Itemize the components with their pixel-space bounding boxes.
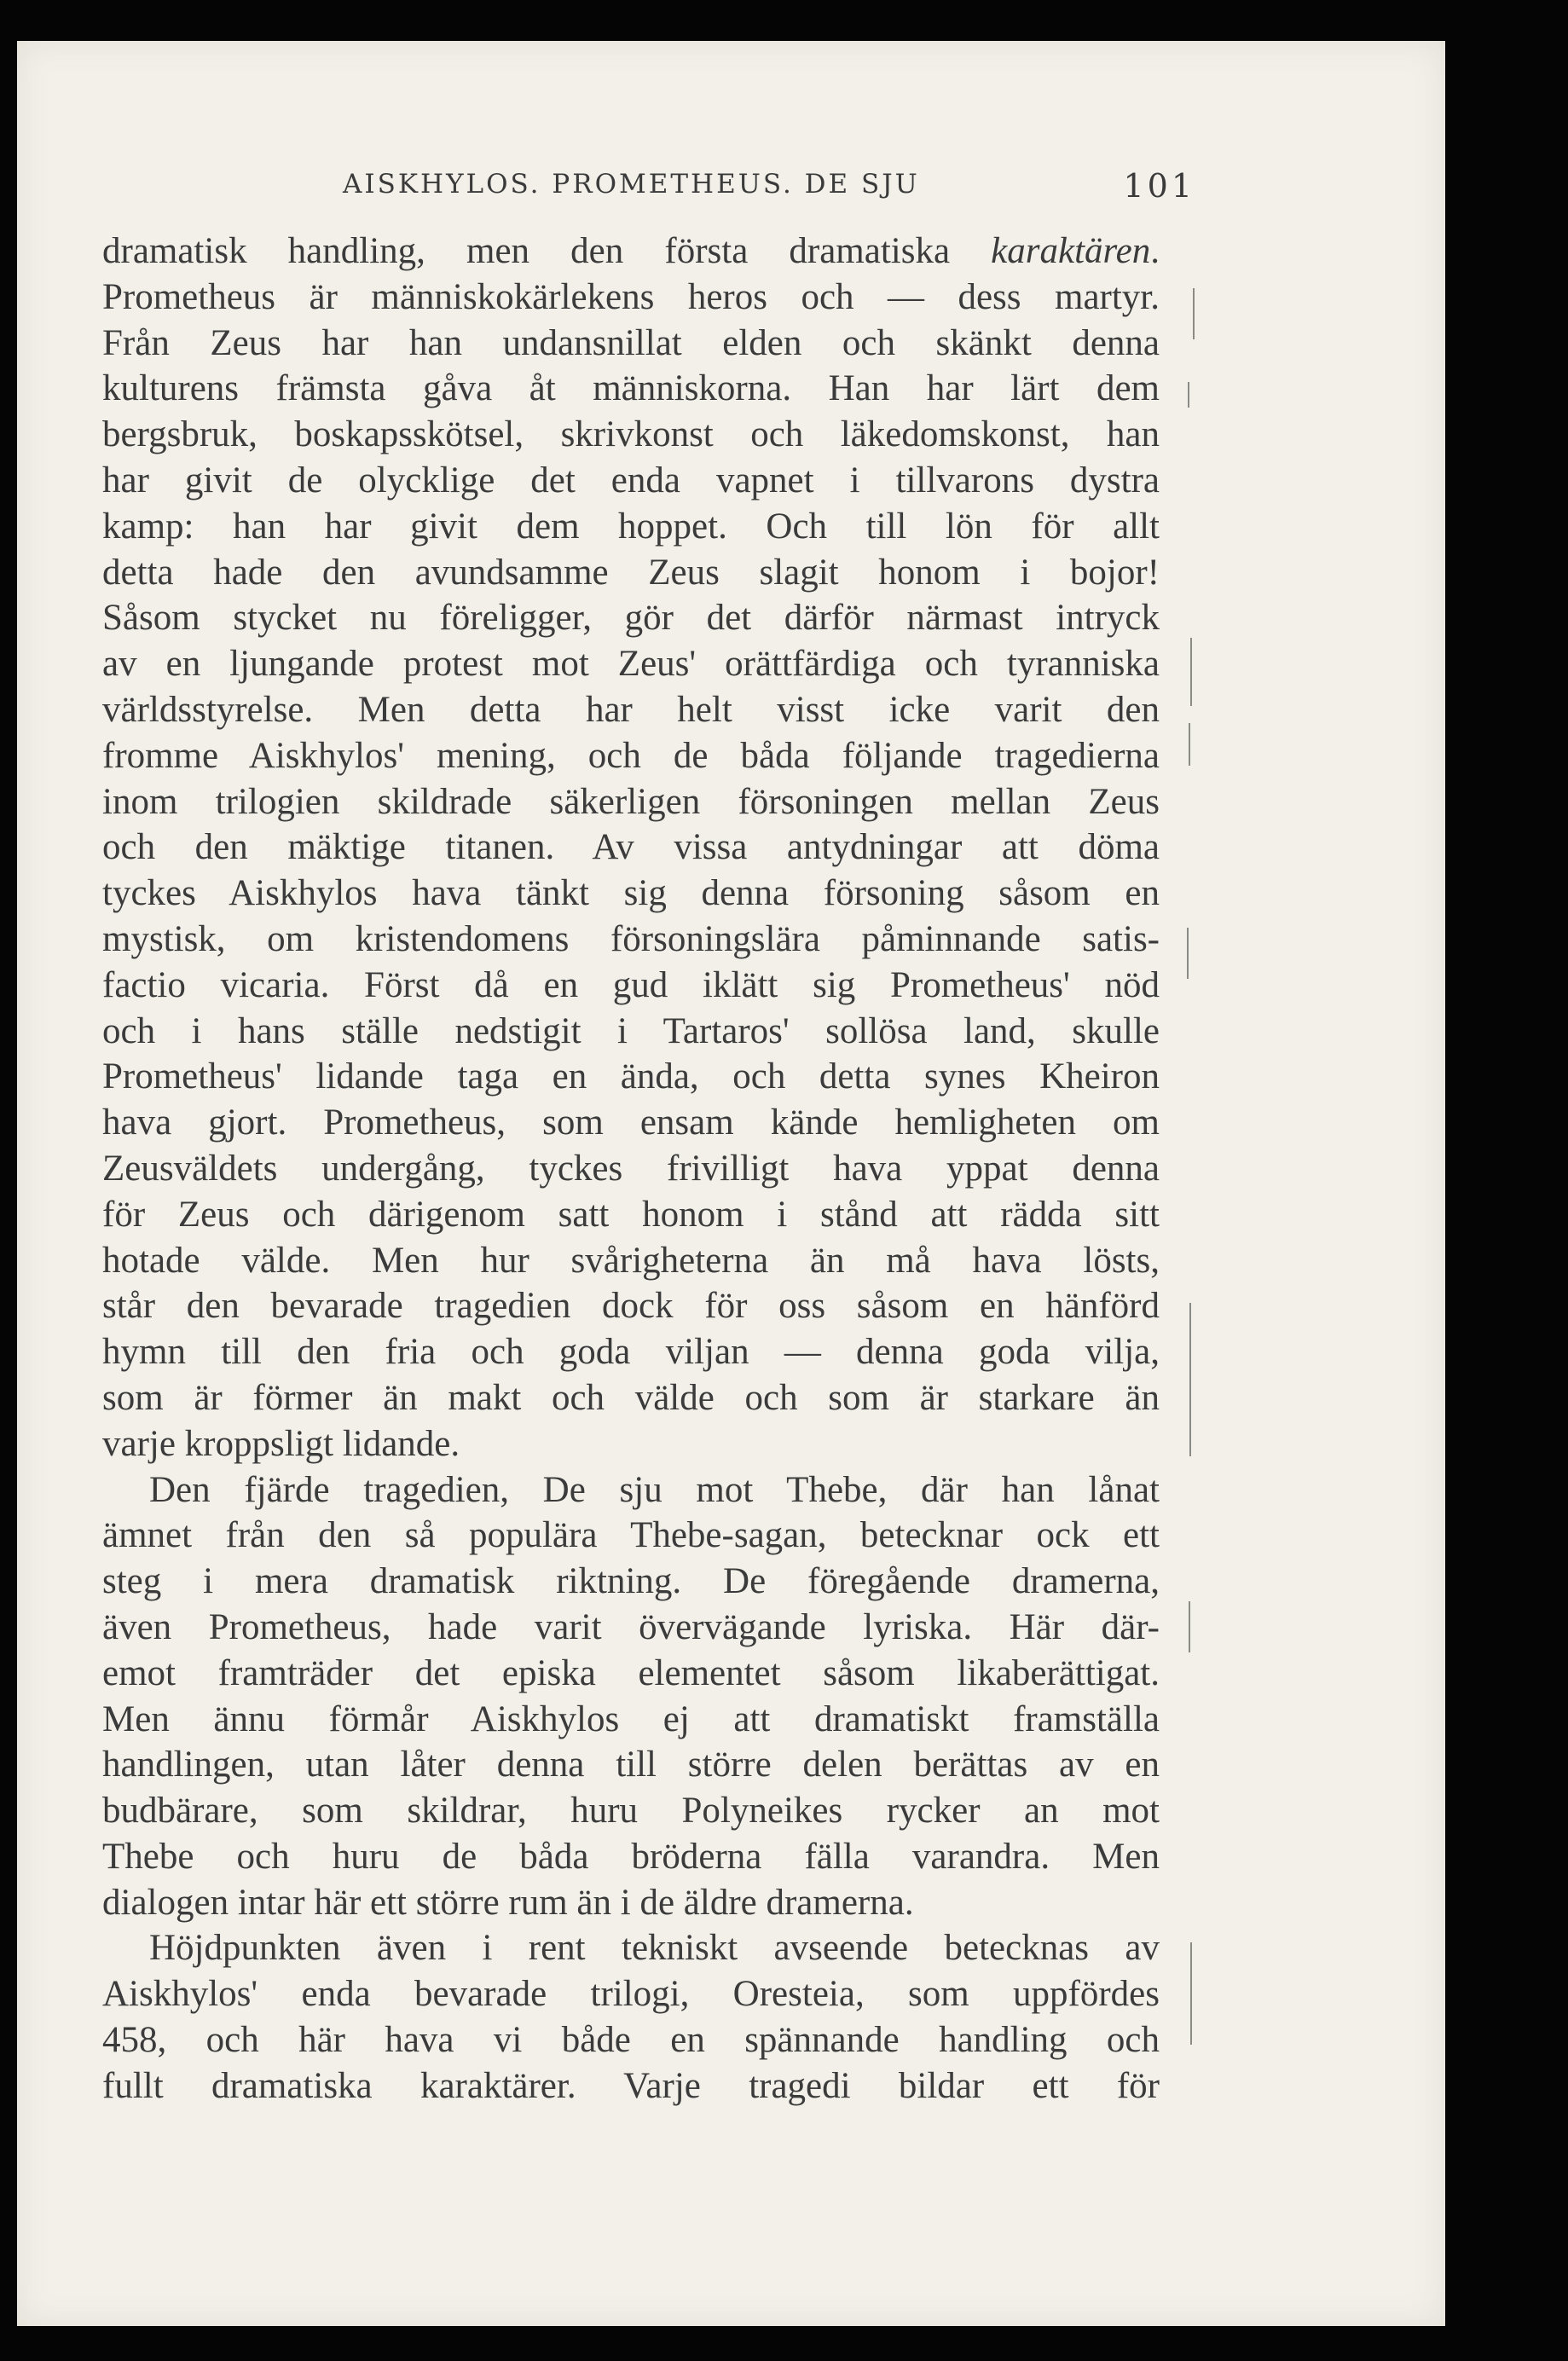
- text-line: står den bevarade tragedien dock för oss såsom en hänförd: [102, 1286, 1160, 1327]
- text-line: Thebe och huru de båda bröderna fälla varandra. Men: [102, 1836, 1160, 1877]
- running-header: [343, 169, 1195, 211]
- text-line: fromme Aiskhylos' mening, och de båda följande tragedierna: [102, 735, 1160, 776]
- text-line: steg i mera dramatisk riktning. De föregående dramerna,: [102, 1561, 1160, 1602]
- text-line: av en ljungande protest mot Zeus' orättfärdiga och tyranniska: [102, 644, 1160, 685]
- text-line: budbärare, som skildrar, huru Polyneikes rycker an mot: [102, 1791, 1160, 1832]
- margin-mark: [1190, 638, 1192, 706]
- text-line: detta hade den avundsamme Zeus slagit honom i bojor!: [102, 552, 1160, 593]
- text-line: kamp: han har givit dem hoppet. Och till lön för allt: [102, 506, 1160, 547]
- body-text: [102, 229, 1160, 2109]
- text-line: kulturens främsta gåva åt människorna. Han har lärt dem: [102, 368, 1160, 409]
- text-line: hava gjort. Prometheus, som ensam kände hemligheten om: [102, 1102, 1160, 1143]
- text-line: ämnet från den så populära Thebe-sagan, betecknar ock ett: [102, 1515, 1160, 1556]
- emphasis: karaktären: [991, 231, 1151, 271]
- text-line: Men ännu förmår Aiskhylos ej att dramatiskt framställa: [102, 1698, 1160, 1739]
- margin-mark: [1189, 1601, 1190, 1652]
- text-line: hotade välde. Men hur svårigheterna än må hava lösts,: [102, 1240, 1160, 1281]
- text-line: Från Zeus har han undansnillat elden och skänkt denna: [102, 322, 1160, 363]
- text-line: emot framträder det episka elementet såsom likaberättigat.: [102, 1652, 1160, 1693]
- text-line: Zeusväldets undergång, tyckes frivilligt hava yppat denna: [102, 1148, 1160, 1189]
- page-number: 101: [1123, 167, 1195, 205]
- text-line: mystisk, om kristendomens försoningslära påminnande satis-: [102, 918, 1160, 959]
- text-line: dramatisk handling, men den första dramatiska karaktären.: [102, 231, 1160, 271]
- text-line: Höjdpunkten även i rent tekniskt avseende betecknas av: [149, 1928, 1160, 1969]
- text-line: varje kroppsligt lidande.: [102, 1423, 460, 1464]
- text-line: dialogen intar här ett större rum än i de äldre dramerna.: [102, 1882, 914, 1923]
- text-line: bergsbruk, boskapsskötsel, skrivkonst och läkedomskonst, han: [102, 414, 1160, 455]
- text-line: factio vicaria. Först då en gud iklätt sig Prometheus' nöd: [102, 964, 1160, 1005]
- text-line: världsstyrelse. Men detta har helt visst icke varit den: [102, 689, 1160, 730]
- text-line: Aiskhylos' enda bevarade trilogi, Oresteia, som uppfördes: [102, 1974, 1160, 2015]
- text-line: Såsom stycket nu föreligger, gör det därför närmast intryck: [102, 598, 1160, 639]
- margin-mark: [1190, 1942, 1192, 2045]
- text-line: även Prometheus, hade varit övervägande lyriska. Här där-: [102, 1606, 1160, 1647]
- text-line: och i hans ställe nedstigit i Tartaros' sollösa land, skulle: [102, 1010, 1160, 1051]
- margin-mark: [1193, 288, 1195, 339]
- text-line: för Zeus och därigenom satt honom i stånd att rädda sitt: [102, 1194, 1160, 1235]
- margin-mark: [1189, 1303, 1191, 1456]
- text-line: som är förmer än makt och välde och som är starkare än: [102, 1377, 1160, 1418]
- running-title: AISKHYLOS. PROMETHEUS. DE SJU: [343, 169, 920, 200]
- text-line: inom trilogien skildrade säkerligen försoningen mellan Zeus: [102, 781, 1160, 822]
- text-line: och den mäktige titanen. Av vissa antydningar att döma: [102, 827, 1160, 868]
- text-line: handlingen, utan låter denna till större delen berättas av en: [102, 1745, 1160, 1785]
- text-line: hymn till den fria och goda viljan — denna goda vilja,: [102, 1332, 1160, 1373]
- text-line: Den fjärde tragedien, De sju mot Thebe, där han lånat: [149, 1469, 1160, 1510]
- text-line: fullt dramatiska karaktärer. Varje tragedi bildar ett för: [102, 2065, 1160, 2106]
- margin-mark: [1187, 928, 1189, 979]
- text-line: Prometheus är människokärlekens heros och — dess martyr.: [102, 276, 1160, 317]
- text-line: har givit de olycklige det enda vapnet i tillvarons dystra: [102, 460, 1160, 501]
- margin-mark: [1188, 382, 1189, 408]
- book-page: [17, 41, 1445, 2326]
- text-line: Prometheus' lidande taga en ända, och detta synes Kheiron: [102, 1056, 1160, 1097]
- text-line: tyckes Aiskhylos hava tänkt sig denna försoning såsom en: [102, 873, 1160, 914]
- text-line: 458, och här hava vi både en spännande handling och: [102, 2020, 1160, 2061]
- margin-mark: [1189, 723, 1190, 766]
